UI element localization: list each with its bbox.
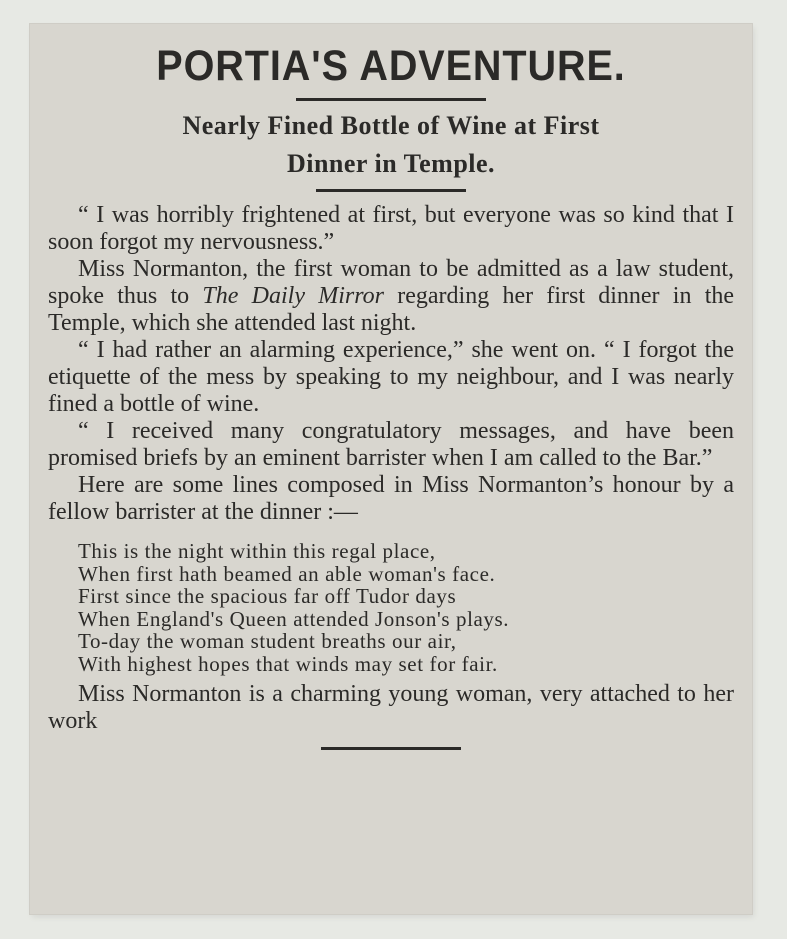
paragraph-intro-part-2: regarding her first dinner in the Temple, which she attended last night. [48, 283, 735, 336]
newspaper-clipping [30, 24, 752, 914]
headline-rule [296, 98, 486, 101]
verse [78, 540, 734, 675]
verse-line: When first hath beamed an able woman's face. [78, 561, 496, 586]
subheadline-line-1: Nearly Fined Bottle of Wine at First [182, 111, 600, 140]
subheadline [44, 107, 738, 183]
paragraph-verse-intro: Here are some lines composed in Miss Normanton’s honour by a fellow barrister at the dinner :— [48, 472, 734, 525]
article-body [44, 202, 738, 735]
paragraph-quote-3: “ I received many congratulatory messages, and have been promised briefs by an eminent barrister when I am called to the Bar.” [48, 418, 734, 471]
verse-line: To-day the woman student breaths our air, [78, 629, 457, 653]
verse-line: This is the night within this regal place, [78, 539, 436, 563]
subheadline-line-2: Dinner in Temple. [286, 149, 496, 178]
paragraph-intro-part-1: Miss Normanton, the first woman to be admitted as a law student, spoke thus to [48, 256, 734, 309]
verse-line: With highest hopes that winds may set for fair. [78, 651, 498, 676]
verse-line: When England's Queen attended Jonson's plays. [78, 606, 510, 631]
paragraph-quote-2: “ I had rather an alarming experience,” she went on. “ I forgot the etiquette of the mess by speaking to my neighbour, and I was nearly fined a bottle of wine. [48, 337, 734, 417]
paragraph-closing: Miss Normanton is a charming young woman, very attached to her work [48, 681, 734, 734]
subheadline-rule [316, 189, 466, 192]
bottom-rule [321, 747, 461, 750]
verse-line: First since the spacious far off Tudor days [78, 584, 457, 608]
paragraph-intro [48, 256, 734, 337]
newspaper-name: The Daily Mirror [202, 283, 384, 309]
paragraph-quote-1: “ I was horribly frightened at first, but everyone was so kind that I soon forgot my nervousness.” [48, 202, 734, 255]
headline: PORTIA'S ADVENTURE. [156, 42, 626, 90]
